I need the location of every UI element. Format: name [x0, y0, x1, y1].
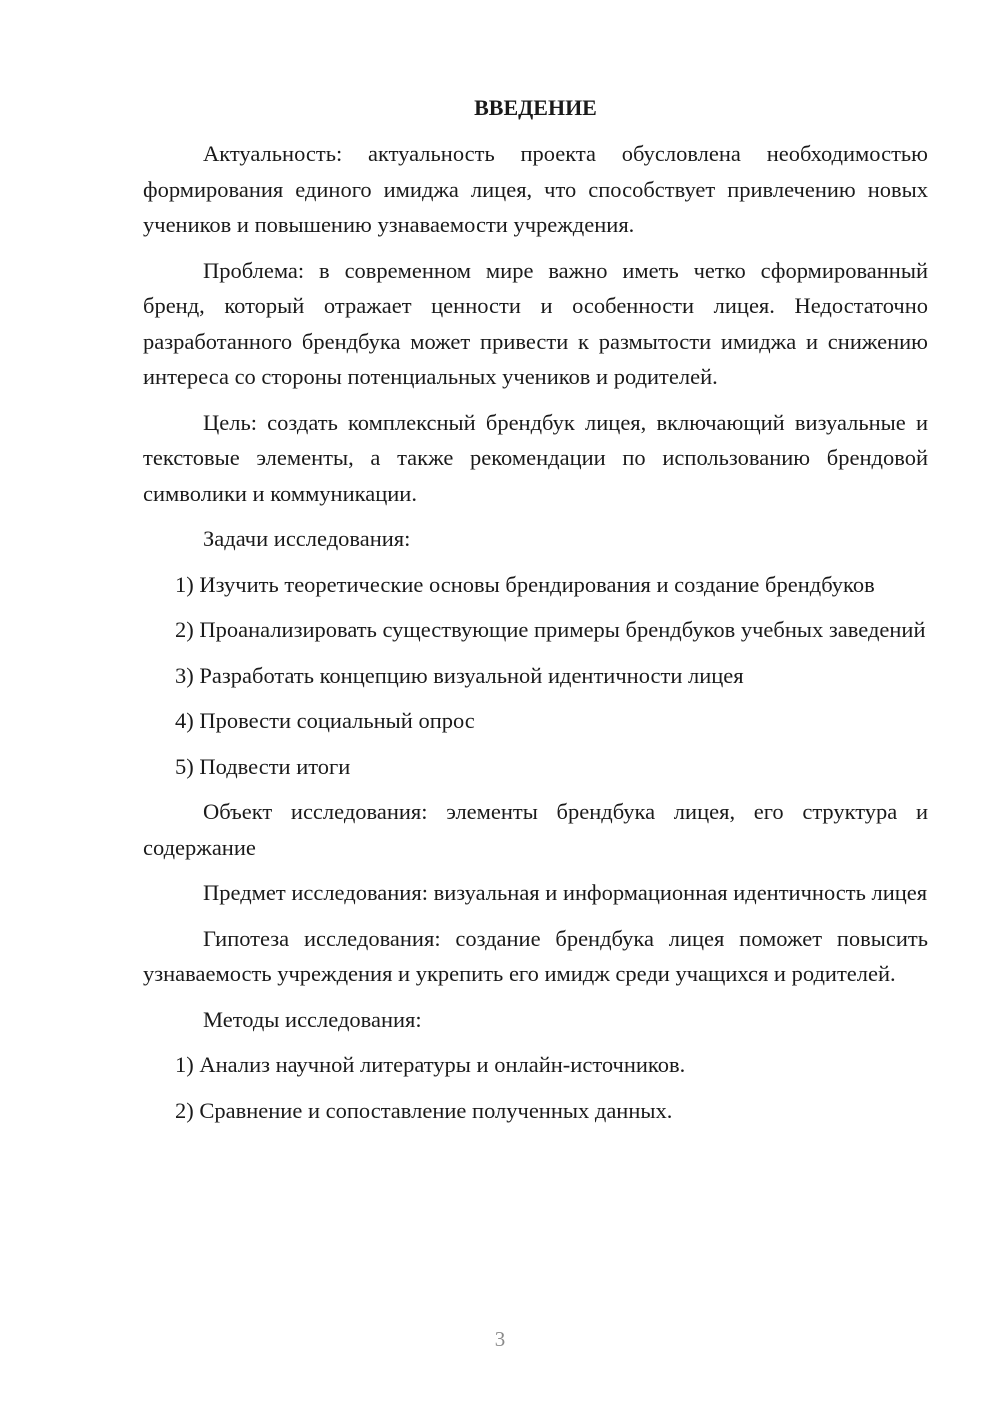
tasks-heading: Задачи исследования:: [203, 526, 411, 551]
methods-heading: Методы исследования:: [203, 1006, 422, 1032]
goal-paragraph: Цель: создать комплексный брендбук лицея, включающий визуальные и текстовые элементы, а также рекомендации по использованию брендовой символики и коммуникации.: [143, 409, 928, 506]
problem-paragraph: Проблема: в современном мире важно иметь четко сформированный бренд, который отражает ценности и особенности лицея. Недостаточно разработанного брендбука может привести к размытости имиджа и снижению интереса со стороны потенциальных учеников и родителей.: [143, 257, 928, 389]
method-item: 1) Анализ научной литературы и онлайн-источников.: [175, 1052, 686, 1077]
hypothesis-paragraph: Гипотеза исследования: создание брендбука лицея поможет повысить узнаваемость учреждения и укрепить его имидж среди учащихся и родителей.: [143, 925, 928, 986]
relevance-paragraph: Актуальность: актуальность проекта обусловлена необходимостью формирования единого имиджа лицея, что способствует привлечению новых учеников и повышению узнаваемости учреждения.: [143, 141, 928, 237]
page-number: 3: [494, 1327, 506, 1351]
task-item: 2) Проанализировать существующие примеры брендбуков учебных заведений: [175, 617, 926, 642]
method-item: 2) Сравнение и сопоставление полученных данных.: [175, 1097, 673, 1123]
document-page: [143, 92, 928, 1138]
task-item: 5) Подвести итоги: [175, 753, 351, 779]
page-title: ВВЕДЕНИЕ: [474, 95, 597, 120]
task-item: 1) Изучить теоретические основы брендирования и создание брендбуков: [175, 571, 875, 597]
object-paragraph: Объект исследования: элементы брендбука лицея, его структура и содержание: [143, 799, 928, 860]
task-item: 3) Разработать концепцию визуальной идентичности лицея: [175, 662, 744, 688]
task-item: 4) Провести социальный опрос: [175, 708, 475, 733]
subject-paragraph: Предмет исследования: визуальная и информационная идентичность лицея: [203, 880, 928, 905]
